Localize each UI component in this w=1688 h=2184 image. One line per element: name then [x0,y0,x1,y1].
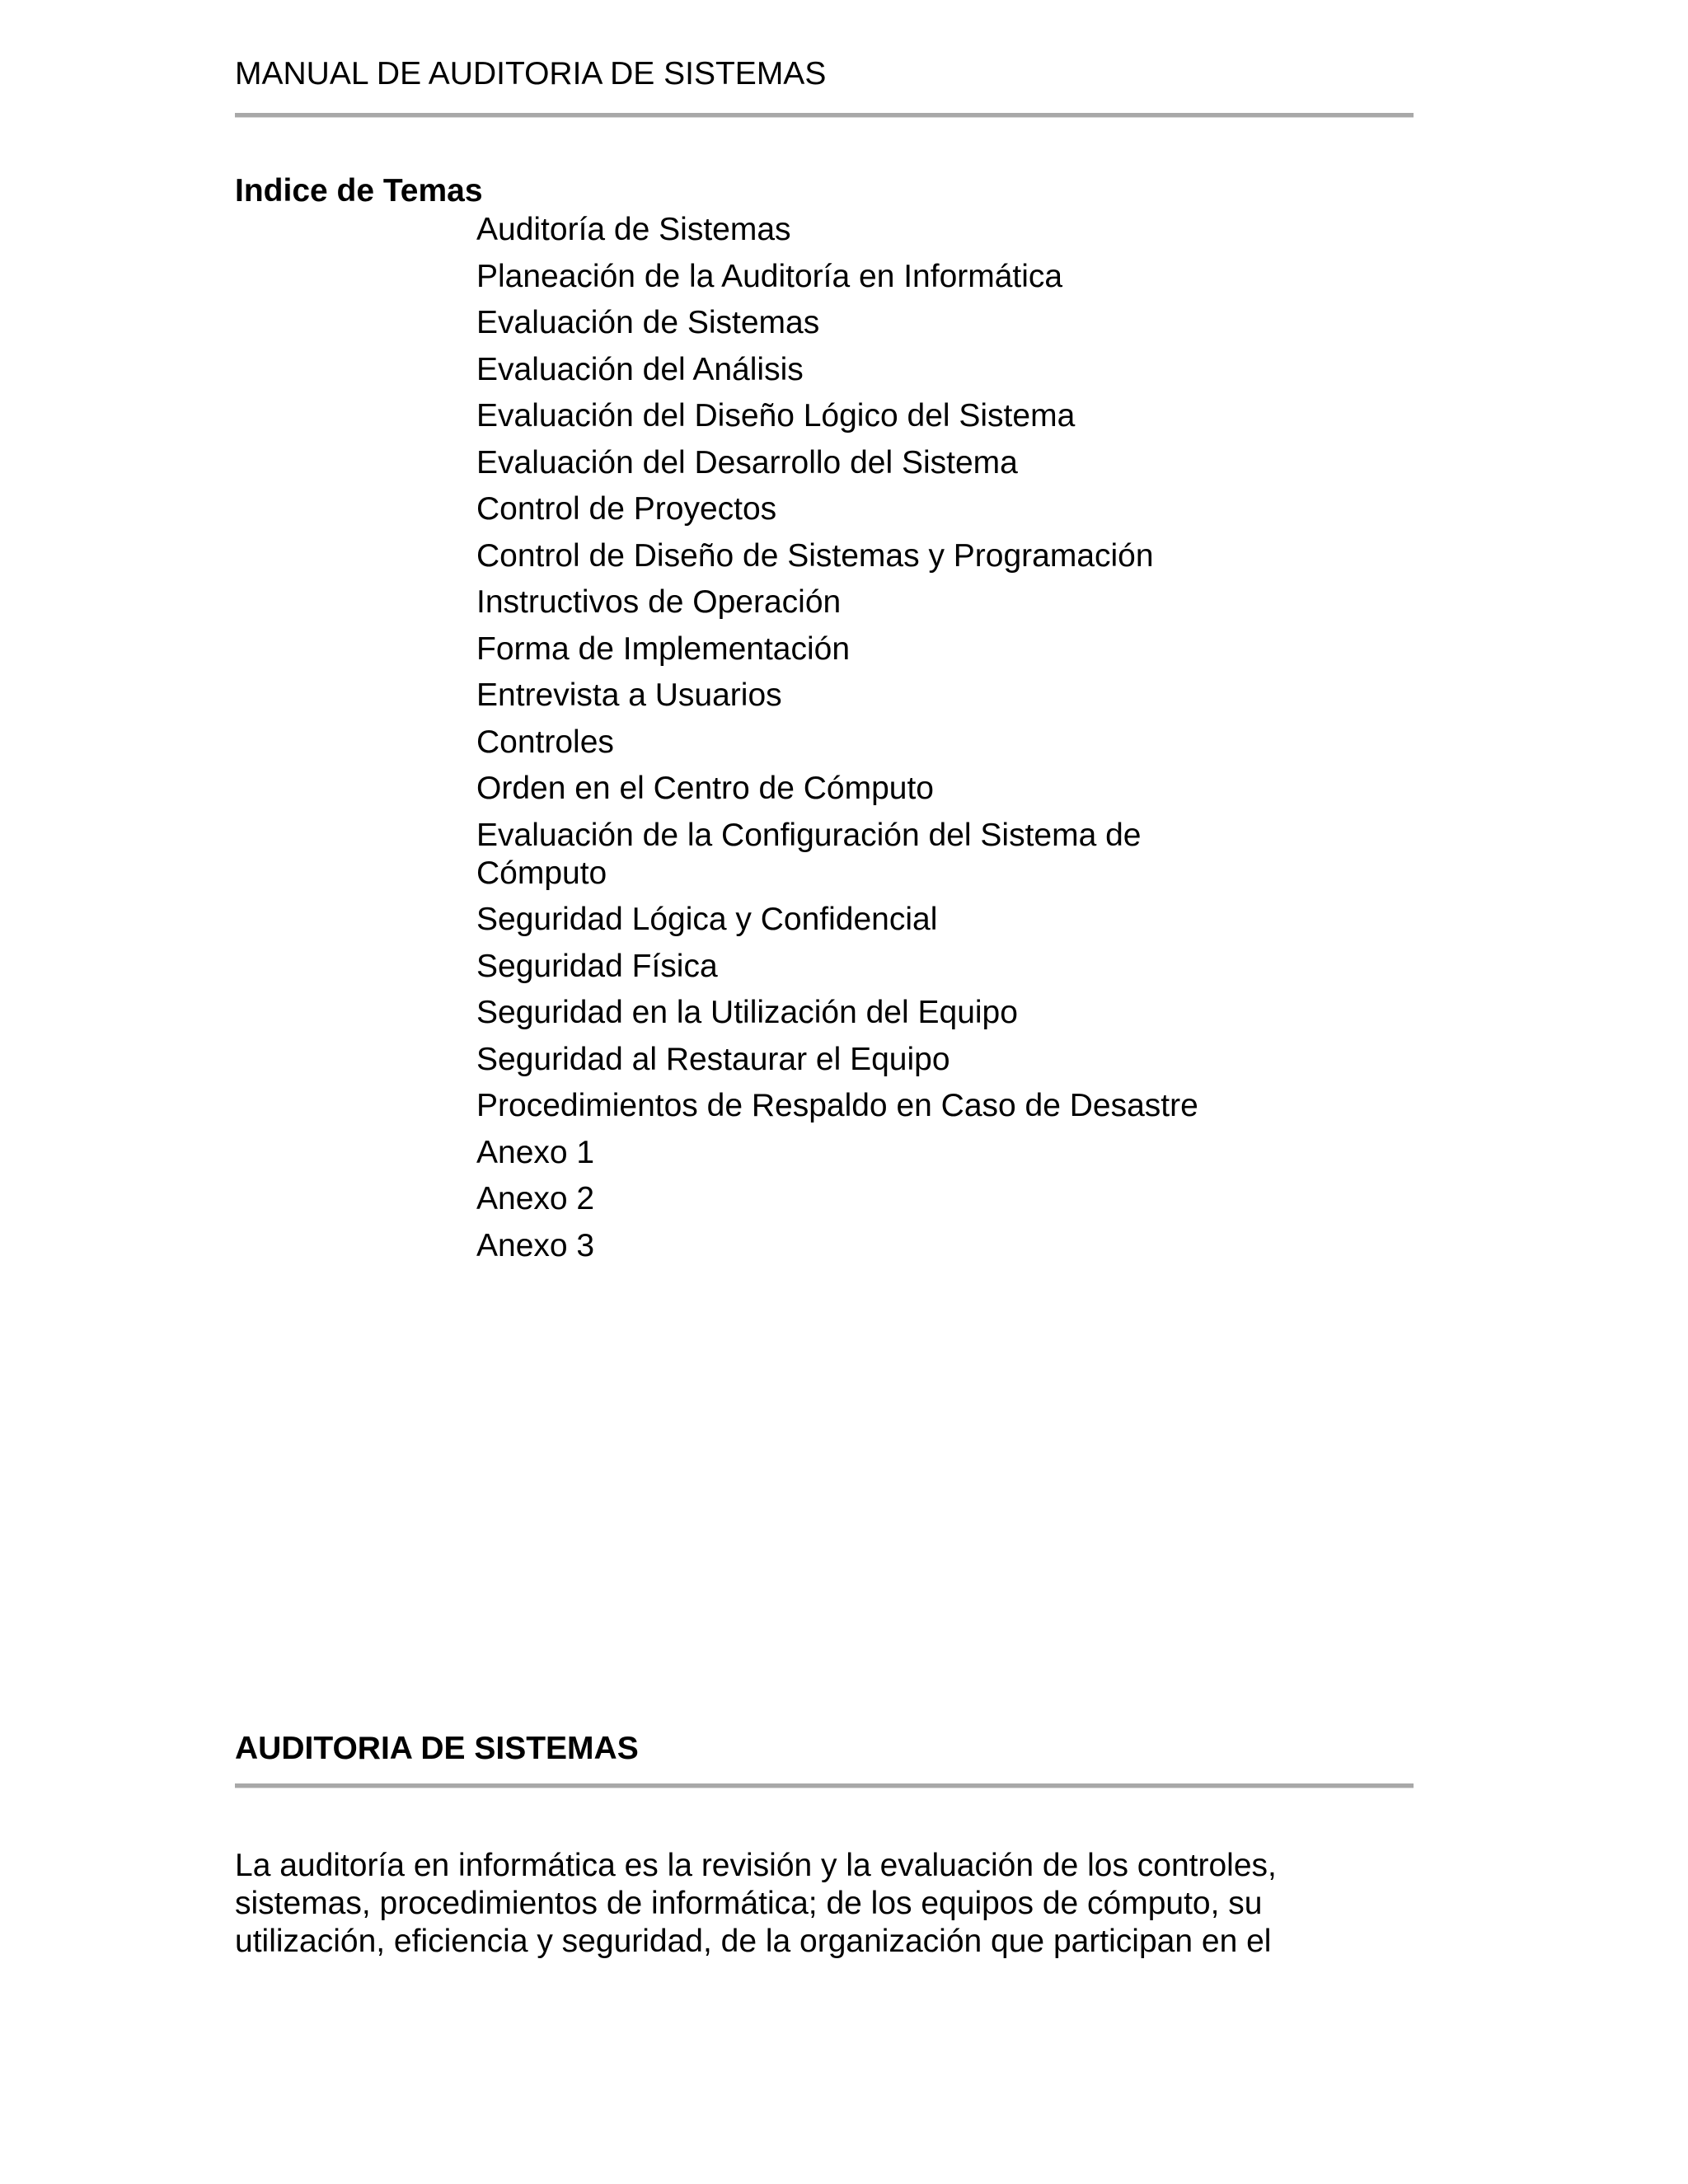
toc-item-evaluacion-configuracion[interactable]: Evaluación de la Configuración del Sistema de Cómputo [476,817,1142,891]
toc-item-anexo-1[interactable]: Anexo 1 [476,1134,595,1170]
toc-item-planeacion[interactable]: Planeación de la Auditoría en Informática [476,258,1063,294]
toc-item-instructivos-de-operacion[interactable]: Instructivos de Operación [476,584,842,620]
toc-item-orden-centro-de-computo[interactable]: Orden en el Centro de Cómputo [476,771,934,806]
section-paragraph [235,1847,1422,1961]
header-divider [235,113,1414,118]
toc-item-evaluacion-del-analisis[interactable]: Evaluación del Análisis [476,351,804,387]
toc-title: Indice de Temas [235,173,483,209]
toc-item-forma-de-implementacion[interactable]: Forma de Implementación [476,630,851,667]
toc-list [476,211,1259,1273]
page-header-title: MANUAL DE AUDITORIA DE SISTEMAS [235,56,827,91]
toc-item-anexo-3[interactable]: Anexo 3 [476,1227,595,1263]
toc-item-entrevista-a-usuarios[interactable]: Entrevista a Usuarios [476,677,782,713]
toc-item-control-de-proyectos[interactable]: Control de Proyectos [476,491,777,527]
toc-item-seguridad-restaurar[interactable]: Seguridad al Restaurar el Equipo [476,1041,950,1077]
toc-item-control-diseno-programacion[interactable]: Control de Diseño de Sistemas y Programación [476,537,1154,574]
paragraph-line: utilización, eficiencia y seguridad, de la organización que participan en el [235,1924,1272,1959]
toc-item-seguridad-utilizacion[interactable]: Seguridad en la Utilización del Equipo [476,995,1018,1030]
section-divider [235,1783,1414,1788]
toc-item-seguridad-fisica[interactable]: Seguridad Física [476,948,718,984]
section-title: AUDITORIA DE SISTEMAS [235,1731,639,1766]
toc-item-seguridad-logica[interactable]: Seguridad Lógica y Confidencial [476,902,938,937]
toc-item-auditoria-de-sistemas[interactable]: Auditoría de Sistemas [476,212,791,247]
toc-item-evaluacion-desarrollo[interactable]: Evaluación del Desarrollo del Sistema [476,444,1018,480]
toc-item-anexo-2[interactable]: Anexo 2 [476,1181,595,1216]
paragraph-line: sistemas, procedimientos de informática; de los equipos de cómputo, su [235,1886,1263,1921]
toc-item-evaluacion-de-sistemas[interactable]: Evaluación de Sistemas [476,305,820,340]
toc-item-controles[interactable]: Controles [476,724,614,760]
paragraph-line: La auditoría en informática es la revisión y la evaluación de los controles, [235,1848,1277,1883]
toc-item-evaluacion-diseno-logico[interactable]: Evaluación del Diseño Lógico del Sistema [476,398,1076,434]
toc-item-procedimientos-respaldo[interactable]: Procedimientos de Respaldo en Caso de Desastre [476,1088,1198,1123]
